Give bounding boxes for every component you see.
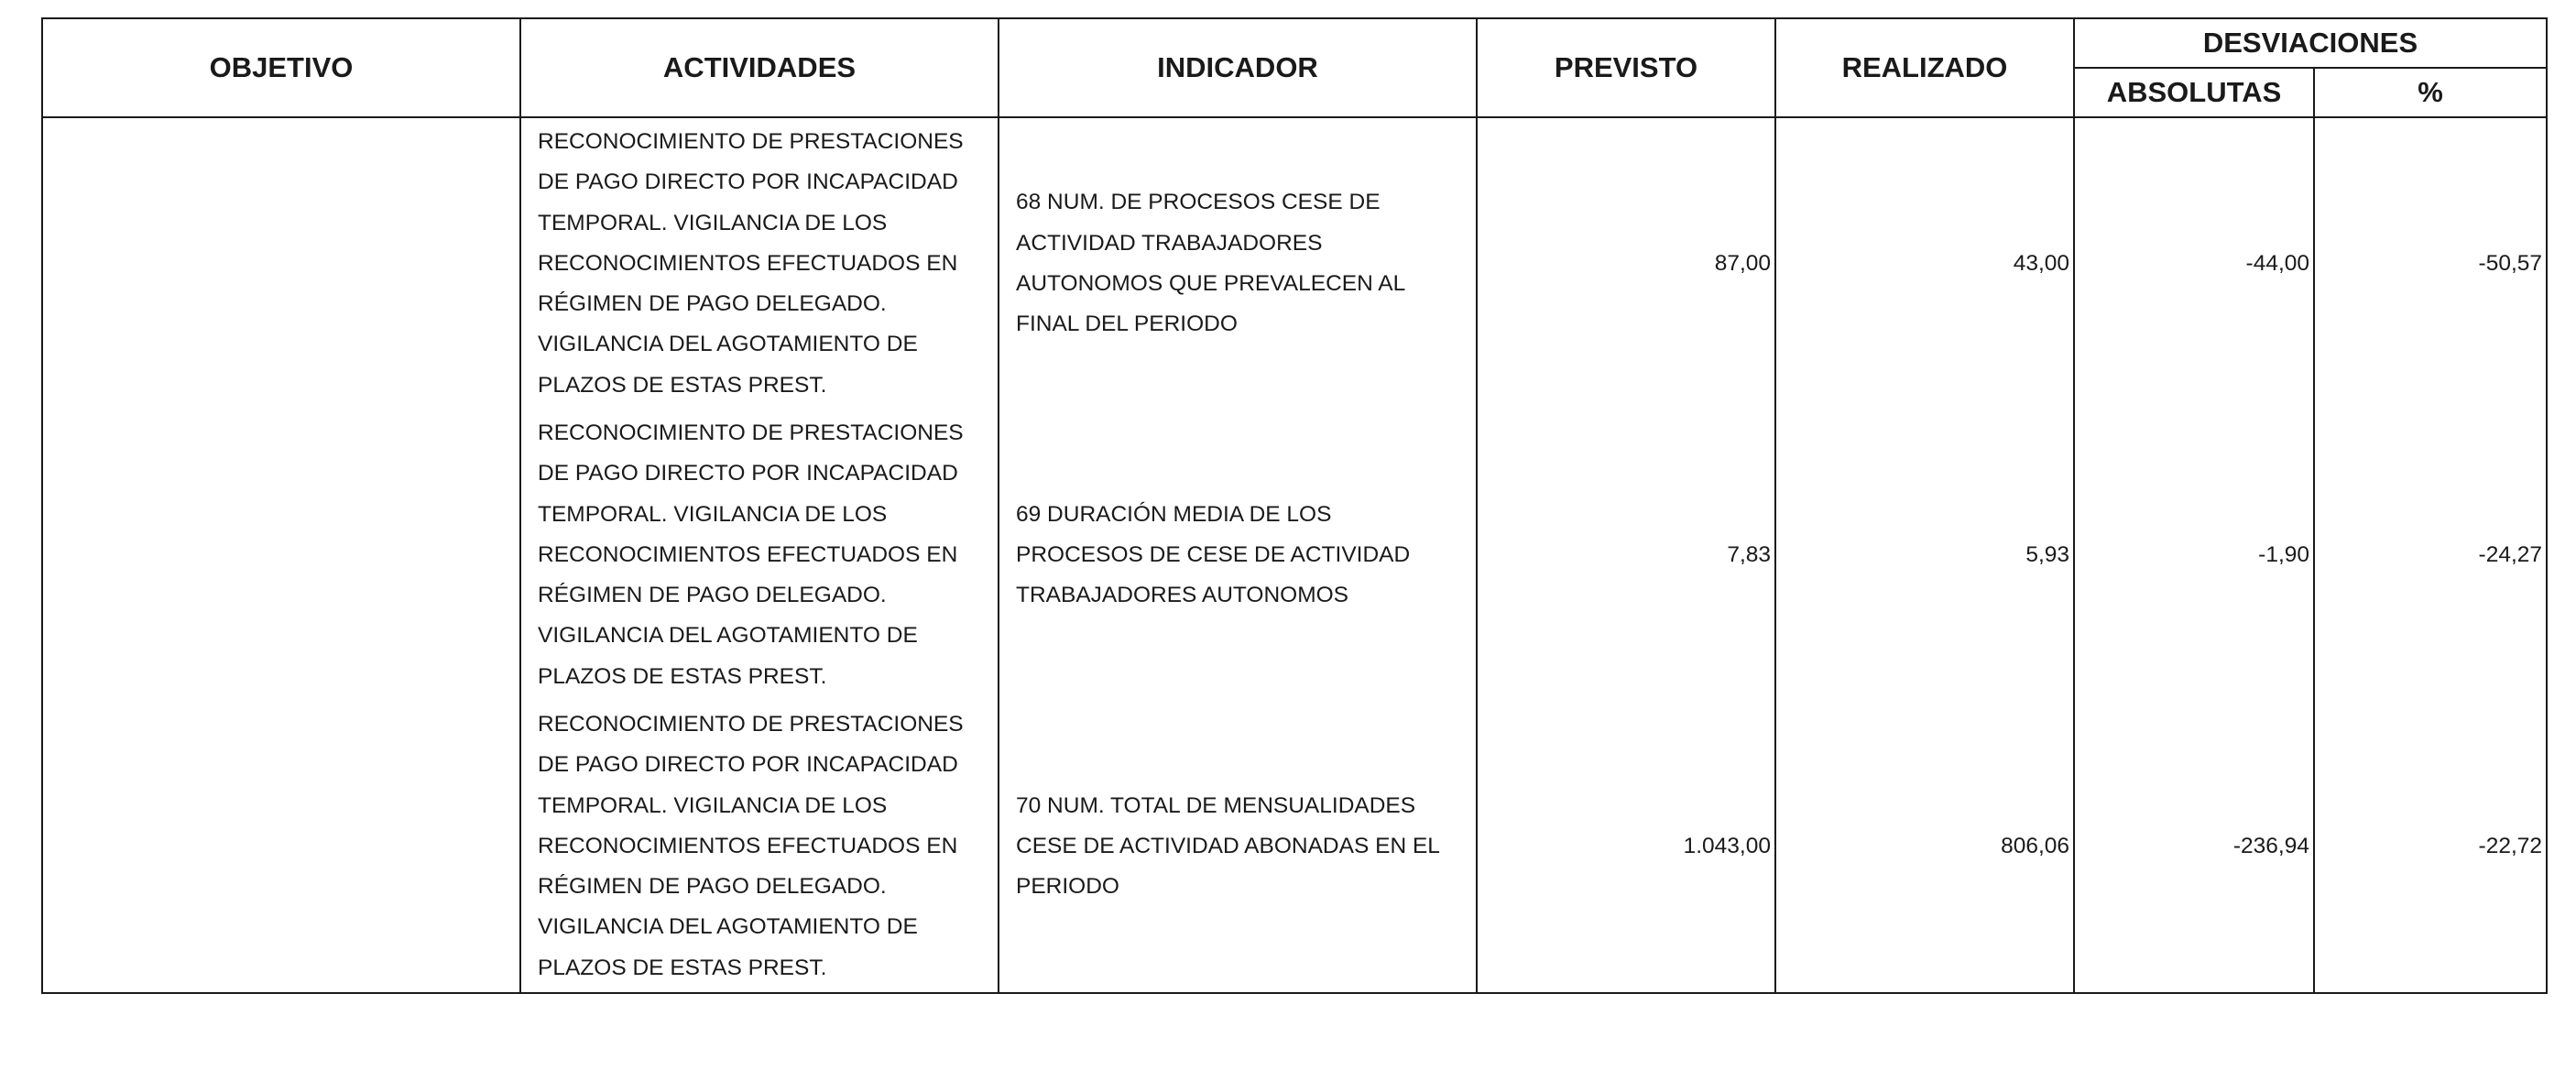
table-row (42, 701, 2547, 993)
header-desviaciones: DESVIACIONES (2074, 18, 2547, 68)
actividades-cell: RECONOCIMIENTO DE PRESTACIONES DE PAGO DIRECTO POR INCAPACIDAD TEMPORAL. VIGILANCIA DE LOS RECONOCIMIENTOS EFECTUADOS EN RÉGIMEN DE PAGO DELEGADO. VIGILANCIA DEL AGOTAMIENTO DE PLAZOS DE ESTAS PREST. (520, 409, 999, 701)
header-porcentaje: % (2314, 68, 2547, 117)
absolutas-cell: -44,00 (2074, 117, 2314, 409)
realizado-cell: 806,06 (1775, 701, 2074, 993)
porcentaje-cell: -50,57 (2314, 117, 2547, 409)
header-indicador: INDICADOR (999, 18, 1477, 117)
realizado-cell: 5,93 (1775, 409, 2074, 701)
indicators-table (41, 17, 2548, 994)
objetivo-cell (42, 409, 520, 701)
porcentaje-cell: -22,72 (2314, 701, 2547, 993)
actividades-cell: RECONOCIMIENTO DE PRESTACIONES DE PAGO DIRECTO POR INCAPACIDAD TEMPORAL. VIGILANCIA DE LOS RECONOCIMIENTOS EFECTUADOS EN RÉGIMEN DE PAGO DELEGADO. VIGILANCIA DEL AGOTAMIENTO DE PLAZOS DE ESTAS PREST. (520, 701, 999, 993)
header-previsto: PREVISTO (1477, 18, 1775, 117)
header-actividades: ACTIVIDADES (520, 18, 999, 117)
header-realizado: REALIZADO (1775, 18, 2074, 117)
porcentaje-cell: -24,27 (2314, 409, 2547, 701)
header-objetivo: OBJETIVO (42, 18, 520, 117)
absolutas-cell: -236,94 (2074, 701, 2314, 993)
previsto-cell: 87,00 (1477, 117, 1775, 409)
objetivo-cell (42, 117, 520, 409)
indicador-cell: 69 DURACIÓN MEDIA DE LOS PROCESOS DE CESE DE ACTIVIDAD TRABAJADORES AUTONOMOS (999, 409, 1477, 701)
indicador-cell: 68 NUM. DE PROCESOS CESE DE ACTIVIDAD TRABAJADORES AUTONOMOS QUE PREVALECEN AL FINAL DEL PERIODO (999, 117, 1477, 409)
realizado-cell: 43,00 (1775, 117, 2074, 409)
header-absolutas: ABSOLUTAS (2074, 68, 2314, 117)
previsto-cell: 1.043,00 (1477, 701, 1775, 993)
actividades-cell: RECONOCIMIENTO DE PRESTACIONES DE PAGO DIRECTO POR INCAPACIDAD TEMPORAL. VIGILANCIA DE LOS RECONOCIMIENTOS EFECTUADOS EN RÉGIMEN DE PAGO DELEGADO. VIGILANCIA DEL AGOTAMIENTO DE PLAZOS DE ESTAS PREST. (520, 117, 999, 409)
previsto-cell: 7,83 (1477, 409, 1775, 701)
absolutas-cell: -1,90 (2074, 409, 2314, 701)
indicador-cell: 70 NUM. TOTAL DE MENSUALIDADES CESE DE ACTIVIDAD ABONADAS EN EL PERIODO (999, 701, 1477, 993)
header-row (42, 18, 2547, 68)
table-row (42, 409, 2547, 701)
table-row (42, 117, 2547, 409)
objetivo-cell (42, 701, 520, 993)
